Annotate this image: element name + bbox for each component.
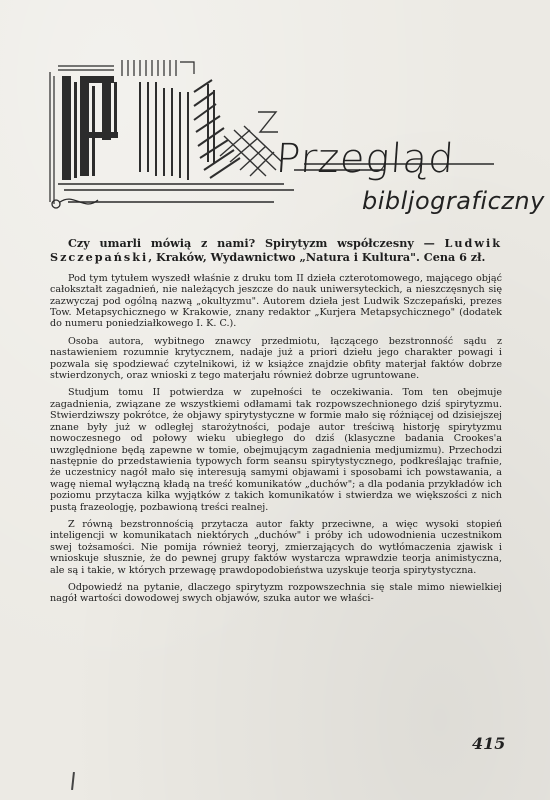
page-number: 415 <box>472 734 506 753</box>
paragraph: Studjum tomu II potwierdza w zupełności te oczekiwania. Tom ten obejmuje zagadnienia, związane ze wszystkiemi odłamami tak rozpowszechnionego dziś spirytyzmu. Stwierdziwszy pokrótce, że objawy spirytystyczne w formie mało się różniącej od dzisiejszej znane były już w odległej starożytności, podaje autor treściwą historję spirytyzmu nowoczesnego od połowy wieku ubiegłego do dziś (klasyczne badania Crookes'a uwzględnione będą zapewne w tomie, obejmującym zagadnienia medjumizmu). Przechodzi następnie do przedstawienia typowych form seansu spirytystycznego, podkreślając trafnie, że uczestnicy nagół mało się interesują samymi objawami i sposobami ich powstawania, a wagę niemal wyłączną kładą na treść komunikatów „duchów"; a dla podania przykładów ich poziomu przytacza kilka wyjątków z takich komunikatów i stwierdza we większości z nich pustą frazeologję, pozbawioną treści realnej. <box>50 387 502 513</box>
book-entry-heading <box>50 236 502 265</box>
book-author: Ludwik Szczepański <box>50 236 502 265</box>
header-title-main: Przegląd <box>274 136 457 182</box>
paragraph: Odpowiedź na pytanie, dlaczego spirytyzm rozpowszechnia się stale mimo niewielkiej nagół wartości dowodowej swych objawów, szuka autor we właści- <box>50 581 502 605</box>
ink-mark <box>71 772 75 790</box>
book-publication: , Kraków, Wydawnictwo „Natura i Kultura". Cena 6 zł. <box>148 250 486 265</box>
book-title: Czy umarli mówią z nami? Spirytyzm współczesny — <box>68 236 445 250</box>
paragraph: Z równą bezstronnością przytacza autor fakty przeciwne, a więc wysoki stopień inteligencji w komunikatach niektórych „duchów" i próby ich udowodnienia uczestnikom swej tożsamości. Nie pomija również teoryj, zmierzających do wytłómaczenia zjawisk i wnioskuje słusznie, że do pewnej grupy faktów wystarcza wprawdzie teorja animistyczna, ale są i takie, w których przewagę prawdopodobieństwa uzyskuje teorja spirytystyczna. <box>50 518 502 576</box>
paragraph: Osoba autora, wybitnego znawcy przedmiotu, łączącego bezstronność sądu z nastawieniem rozumnie krytycznem, nadaje już a priori dziełu jego charakter powagi i pozwala się spodziewać czytelnikowi, iż w książce znajdzie obfity materjał faktów dobrze stwierdzonych, oraz wnioski z tego materjału również dobrze ugruntowane. <box>50 335 502 382</box>
article-body <box>50 236 502 611</box>
paragraph: Pod tym tytułem wyszedł właśnie z druku tom II dzieła czterotomowego, mającego objąć całokształt zagadnień, nie należących jeszcze do nauk uniwersyteckich, a nieszczęsnych się zazwyczaj pod ogólną nazwą „okultyzmu". Autorem dzieła jest Ludwik Szczepański, prezes Tow. Metapsychicznego w Krakowie, znany redaktor „Kurjera Metapsychicznego" (dodatek do numeru poniedziałkowego I. K. C.). <box>50 272 502 330</box>
section-header <box>44 52 545 215</box>
header-title-subtitle: bibljograficzny <box>362 187 545 215</box>
